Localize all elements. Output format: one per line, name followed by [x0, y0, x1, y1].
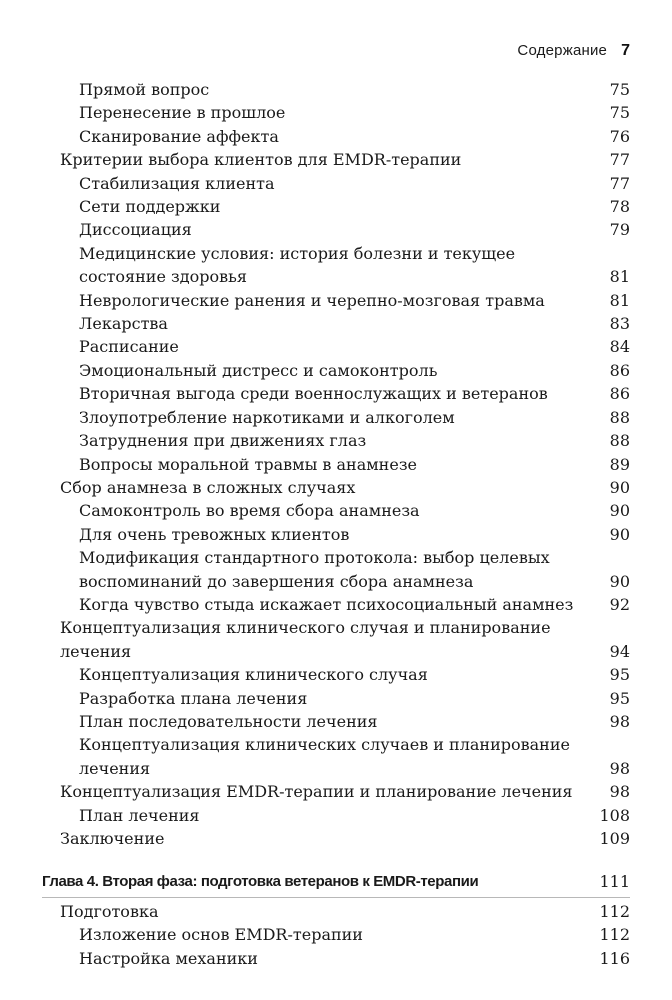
toc-entry-title: Неврологические ранения и черепно-мозговая травма	[79, 290, 545, 310]
toc-entry	[0, 523, 672, 546]
toc-entry-title: Модификация стандартного протокола: выбор целевых воспоминаний до завершения сбора анамнеза	[79, 548, 550, 591]
toc-entry	[0, 546, 672, 593]
toc-entry-page: 98	[609, 711, 630, 731]
toc-entry-title: Критерии выбора клиентов для EMDR-терапии	[60, 150, 462, 170]
toc-entry-page: 77	[609, 150, 630, 170]
toc-entry-title: Злоупотребление наркотиками и алкоголем	[79, 407, 455, 427]
toc-entry-page: 90	[609, 501, 630, 521]
toc-entry	[0, 359, 672, 382]
toc-entry-title: Настройка механики	[79, 948, 258, 968]
toc-entry	[0, 312, 672, 335]
toc-entry-title: Эмоциональный дистресс и самоконтроль	[79, 360, 438, 380]
toc-entry	[0, 827, 672, 850]
toc-entry-page: 76	[609, 126, 630, 146]
toc-entry-title: Концептуализация клинического случая	[79, 665, 428, 685]
running-header-title: Содержание	[517, 42, 608, 59]
toc-entry	[0, 406, 672, 429]
toc-entry	[0, 900, 672, 923]
toc-entry-page: 112	[599, 925, 630, 945]
toc-entry	[0, 195, 672, 218]
chapter-heading-page: 111	[599, 872, 630, 892]
toc-entry	[0, 780, 672, 803]
running-header	[517, 42, 630, 60]
toc-entry	[0, 616, 672, 663]
toc-entry-page: 75	[609, 80, 630, 99]
toc-entry	[0, 125, 672, 148]
toc-entry-page: 78	[609, 197, 630, 217]
toc-entry	[0, 499, 672, 522]
toc-entry-title: Диссоциация	[79, 220, 192, 240]
toc-entry-page: 98	[609, 758, 630, 778]
toc-entry-page: 79	[609, 220, 630, 240]
chapter-spacer	[0, 850, 672, 870]
toc-entry-page: 84	[609, 337, 630, 357]
toc-entry-page: 77	[609, 173, 630, 193]
toc-entry-title: Разработка плана лечения	[79, 688, 308, 708]
toc-entry-title: Лекарства	[79, 314, 168, 334]
toc-entry	[0, 687, 672, 710]
toc-entry	[0, 148, 672, 171]
toc-entry-title: Сканирование аффекта	[79, 126, 279, 146]
toc-entry-page: 81	[609, 290, 630, 310]
toc-entry-title: Затруднения при движениях глаз	[79, 431, 367, 451]
toc-entry	[0, 218, 672, 241]
toc-entry-page: 112	[599, 901, 630, 921]
toc-entry	[0, 947, 672, 970]
toc-entry-page: 83	[609, 314, 630, 334]
toc-entry-page: 98	[609, 782, 630, 802]
toc-entry-title: Концептуализация EMDR-терапии и планирование лечения	[60, 782, 573, 802]
toc-entry-page: 95	[609, 688, 630, 708]
toc-entry-page: 90	[609, 477, 630, 497]
toc-entry-title: Концептуализация клинических случаев и планирование лечения	[79, 735, 570, 778]
toc-entry	[0, 453, 672, 476]
toc-entry-page: 90	[609, 571, 630, 591]
chapter-heading-title: Глава 4. Вторая фаза: подготовка ветеранов к EMDR-терапии	[42, 873, 479, 891]
toc-entry-page: 88	[609, 407, 630, 427]
toc-entry-page: 86	[609, 360, 630, 380]
toc-entry-title: Перенесение в прошлое	[79, 103, 286, 123]
toc-entry-title: Концептуализация клинического случая и планирование лечения	[60, 618, 551, 661]
toc-entry-page: 81	[609, 267, 630, 287]
toc-entry-title: Медицинские условия: история болезни и текущее состояние здоровья	[79, 243, 516, 287]
toc-entry-title: Сбор анамнеза в сложных случаях	[60, 477, 356, 497]
toc-entry-page: 92	[609, 594, 630, 614]
toc-entry	[0, 593, 672, 616]
toc-entry-page: 89	[609, 454, 630, 474]
toc-entry-title: План последовательности лечения	[79, 711, 378, 731]
page-number: 7	[621, 42, 630, 59]
toc-entry	[0, 289, 672, 312]
toc-entry-title: Подготовка	[60, 901, 159, 921]
toc-entry	[0, 429, 672, 452]
toc-entry	[0, 335, 672, 358]
toc-entry-title: Сети поддержки	[79, 197, 221, 217]
toc-entry-page: 90	[609, 524, 630, 544]
toc-entry-title: Прямой вопрос	[79, 80, 210, 99]
toc-entry	[0, 242, 672, 289]
toc-entry-page: 95	[609, 665, 630, 685]
toc-entry-title: Вторичная выгода среди военнослужащих и ветеранов	[79, 384, 548, 404]
toc-entry	[0, 382, 672, 405]
toc-entry	[0, 733, 672, 780]
toc-entry-page: 88	[609, 431, 630, 451]
toc-entry	[0, 923, 672, 946]
toc-entry-title: Расписание	[79, 337, 179, 357]
toc-entry-page: 109	[599, 829, 630, 848]
toc-entry-page: 116	[599, 948, 630, 968]
chapter-divider	[42, 897, 630, 898]
toc-entry-page: 108	[599, 805, 630, 825]
toc-entry	[0, 172, 672, 195]
toc-entry-page: 94	[609, 641, 630, 661]
table-of-contents	[0, 78, 672, 970]
toc-entry	[0, 78, 672, 101]
toc-entry-title: Вопросы моральной травмы в анамнезе	[79, 454, 418, 474]
toc-entry	[0, 663, 672, 686]
toc-entry	[0, 804, 672, 827]
toc-entry-title: Когда чувство стыда искажает психосоциальный анамнез	[79, 594, 574, 614]
toc-entry-title: Стабилизация клиента	[79, 173, 275, 193]
toc-entry-title: Для очень тревожных клиентов	[79, 524, 350, 544]
toc-entry	[0, 476, 672, 499]
toc-entry-page: 86	[609, 384, 630, 404]
toc-entry	[0, 710, 672, 733]
chapter-heading	[0, 870, 672, 893]
toc-entry-title: Изложение основ EMDR-терапии	[79, 925, 363, 945]
toc-entry-title: План лечения	[79, 805, 200, 825]
toc-entry-page: 75	[609, 103, 630, 123]
toc-entry-title: Самоконтроль во время сбора анамнеза	[79, 501, 420, 521]
toc-entry-title: Заключение	[60, 829, 165, 848]
toc-entry	[0, 101, 672, 124]
